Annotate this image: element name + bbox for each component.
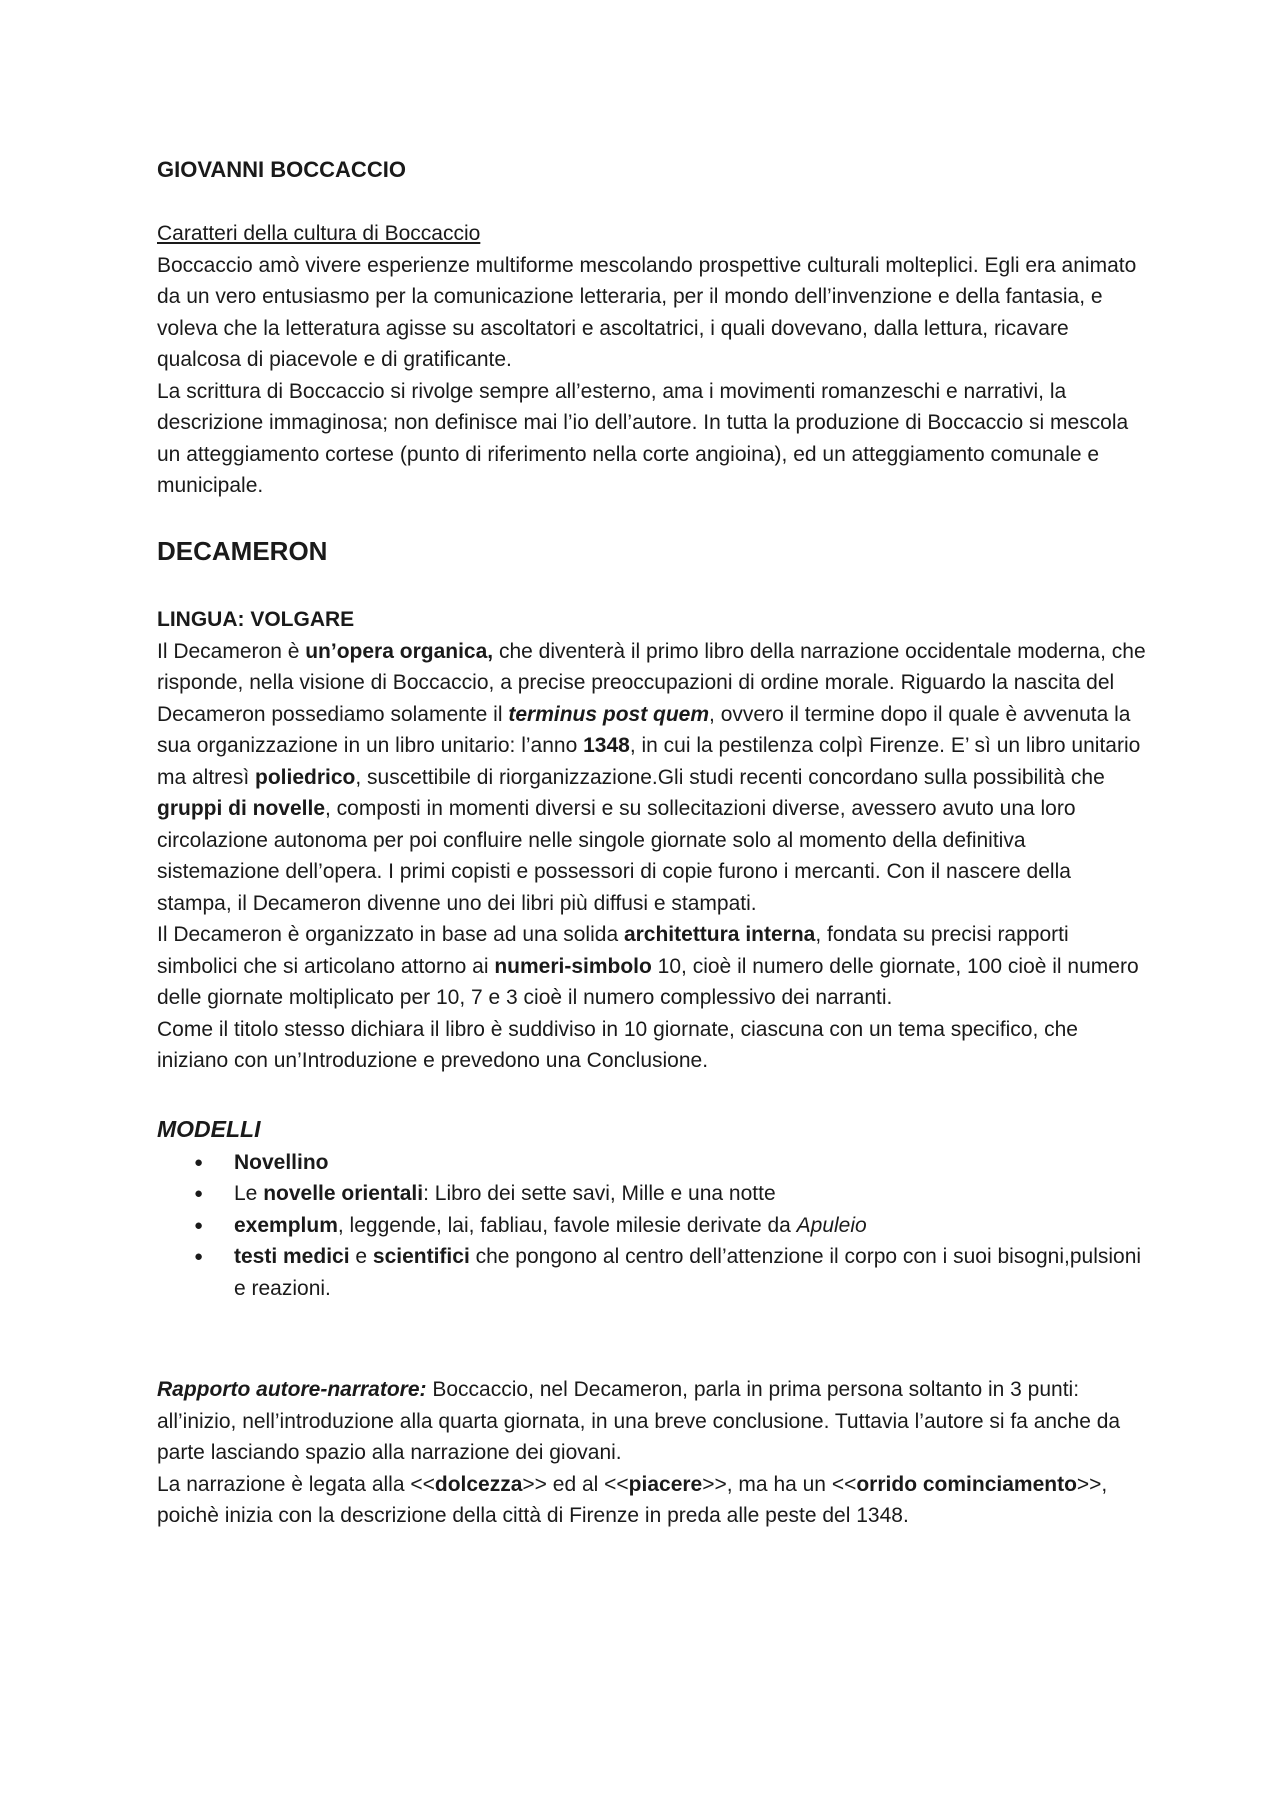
list-item: ● exemplum, leggende, lai, fabliau, favole milesie derivate da Apuleio (234, 1210, 1147, 1242)
paragraph-caratteri-1: Boccaccio amò vivere esperienze multiforme mescolando prospettive culturali molteplici. Egli era animato da un vero entusiasmo per la comunicazione letteraria, per il mondo dell’invenzione e della fantasia, e voleva che la letteratura agisse su ascoltatori e ascoltatrici, i quali dovevano, dalla lettura, ricavare qualcosa di piacevole e di gratificante. (157, 253, 1137, 371)
modelli-list (157, 1147, 1147, 1305)
paragraph-rapporto-1: Rapporto autore-narratore: Boccaccio, nel Decameron, parla in prima persona soltanto in 3 punti: all’inizio, nell’introduzione alla quarta giornata, in una breve conclusione. Tuttavia l’autore si fa anche da parte lasciando spazio alla narrazione dei giovani. (157, 1378, 1121, 1464)
emphasis-terminus: terminus post quem (508, 702, 710, 726)
list-item: ● Novellino (234, 1147, 1147, 1179)
list-item: ● Le novelle orientali: Libro dei sette savi, Mille e una notte (234, 1178, 1147, 1210)
paragraph-decameron-1: Il Decameron è un’opera organica, che diventerà il primo libro della narrazione occidentale moderna, che risponde, nella visione di Boccaccio, a precise preoccupazioni di ordine morale. Riguardo la nascita del Decameron possediamo solamente il terminus post quem, ovvero il termine dopo il quale è avvenuta la sua organizzazione in un libro unitario: l’anno 1348, in cui la pestilenza colpì Firenze. E’ sì un libro unitario ma altresì poliedrico, suscettibile di riorganizzazione.Gli studi recenti concordano sulla possibilità che gruppi di novelle, composti in momenti diversi e su sollecitazioni diverse, avessero avuto una loro circolazione autonoma per poi confluire nelle singole giornate solo al momento della definitiva sistemazione dell’opera. I primi copisti e possessori di copie furono i mercanti. Con il nascere della stampa, il Decameron divenne uno dei libri più diffusi e stampati. (157, 639, 1146, 915)
heading-decameron: DECAMERON (157, 535, 328, 566)
heading-modelli: MODELLI (157, 1115, 261, 1142)
document-title: GIOVANNI BOCCACCIO (157, 157, 406, 182)
heading-lingua: LINGUA: VOLGARE (157, 607, 355, 631)
paragraph-decameron-2: Il Decameron è organizzato in base ad una solida architettura interna, fondata su precisi rapporti simbolici che si articolano attorno ai numeri-simbolo 10, cioè il numero delle giornate, 100 cioè il numero delle giornate moltiplicato per 10, 7 e 3 cioè il numero complessivo dei narranti. (157, 923, 1139, 1009)
label-rapporto: Rapporto autore-narratore: (157, 1378, 427, 1401)
paragraph-caratteri-2: La scrittura di Boccaccio si rivolge sempre all’esterno, ama i movimenti romanzeschi e narrativi, la descrizione immaginosa; non definisce mai l’io dell’autore. In tutta la produzione di Boccaccio si mescola un atteggiamento cortese (punto di riferimento nella corte angioina), ed un atteggiamento comunale e municipale. (157, 379, 1129, 497)
document-body (157, 152, 1147, 1532)
emphasis-year: 1348 (583, 734, 630, 757)
paragraph-rapporto-2: La narrazione è legata alla <<dolcezza>> ed al <<piacere>>, ma ha un <<orrido cominciamento>>, poichè inizia con la descrizione della città di Firenze in preda alle peste del 1348. (157, 1472, 1108, 1527)
emphasis-opera-organica: un’opera organica, (305, 639, 494, 663)
emphasis-poliedrico: poliedrico (255, 765, 356, 789)
emphasis-numeri: numeri-simbolo (494, 954, 652, 978)
emphasis-architettura: architettura interna (623, 923, 816, 946)
section-heading-caratteri: Caratteri della cultura di Boccaccio (157, 222, 481, 245)
emphasis-gruppi: gruppi di novelle (157, 797, 326, 820)
list-item: ● testi medici e scientifici che pongono al centro dell’attenzione il corpo con i suoi bisogni,pulsioni e reazioni. (234, 1241, 1147, 1304)
paragraph-decameron-3: Come il titolo stesso dichiara il libro è suddiviso in 10 giornate, ciascuna con un tema specifico, che iniziano con un’Introduzione e prevedono una Conclusione. (157, 1017, 1078, 1072)
